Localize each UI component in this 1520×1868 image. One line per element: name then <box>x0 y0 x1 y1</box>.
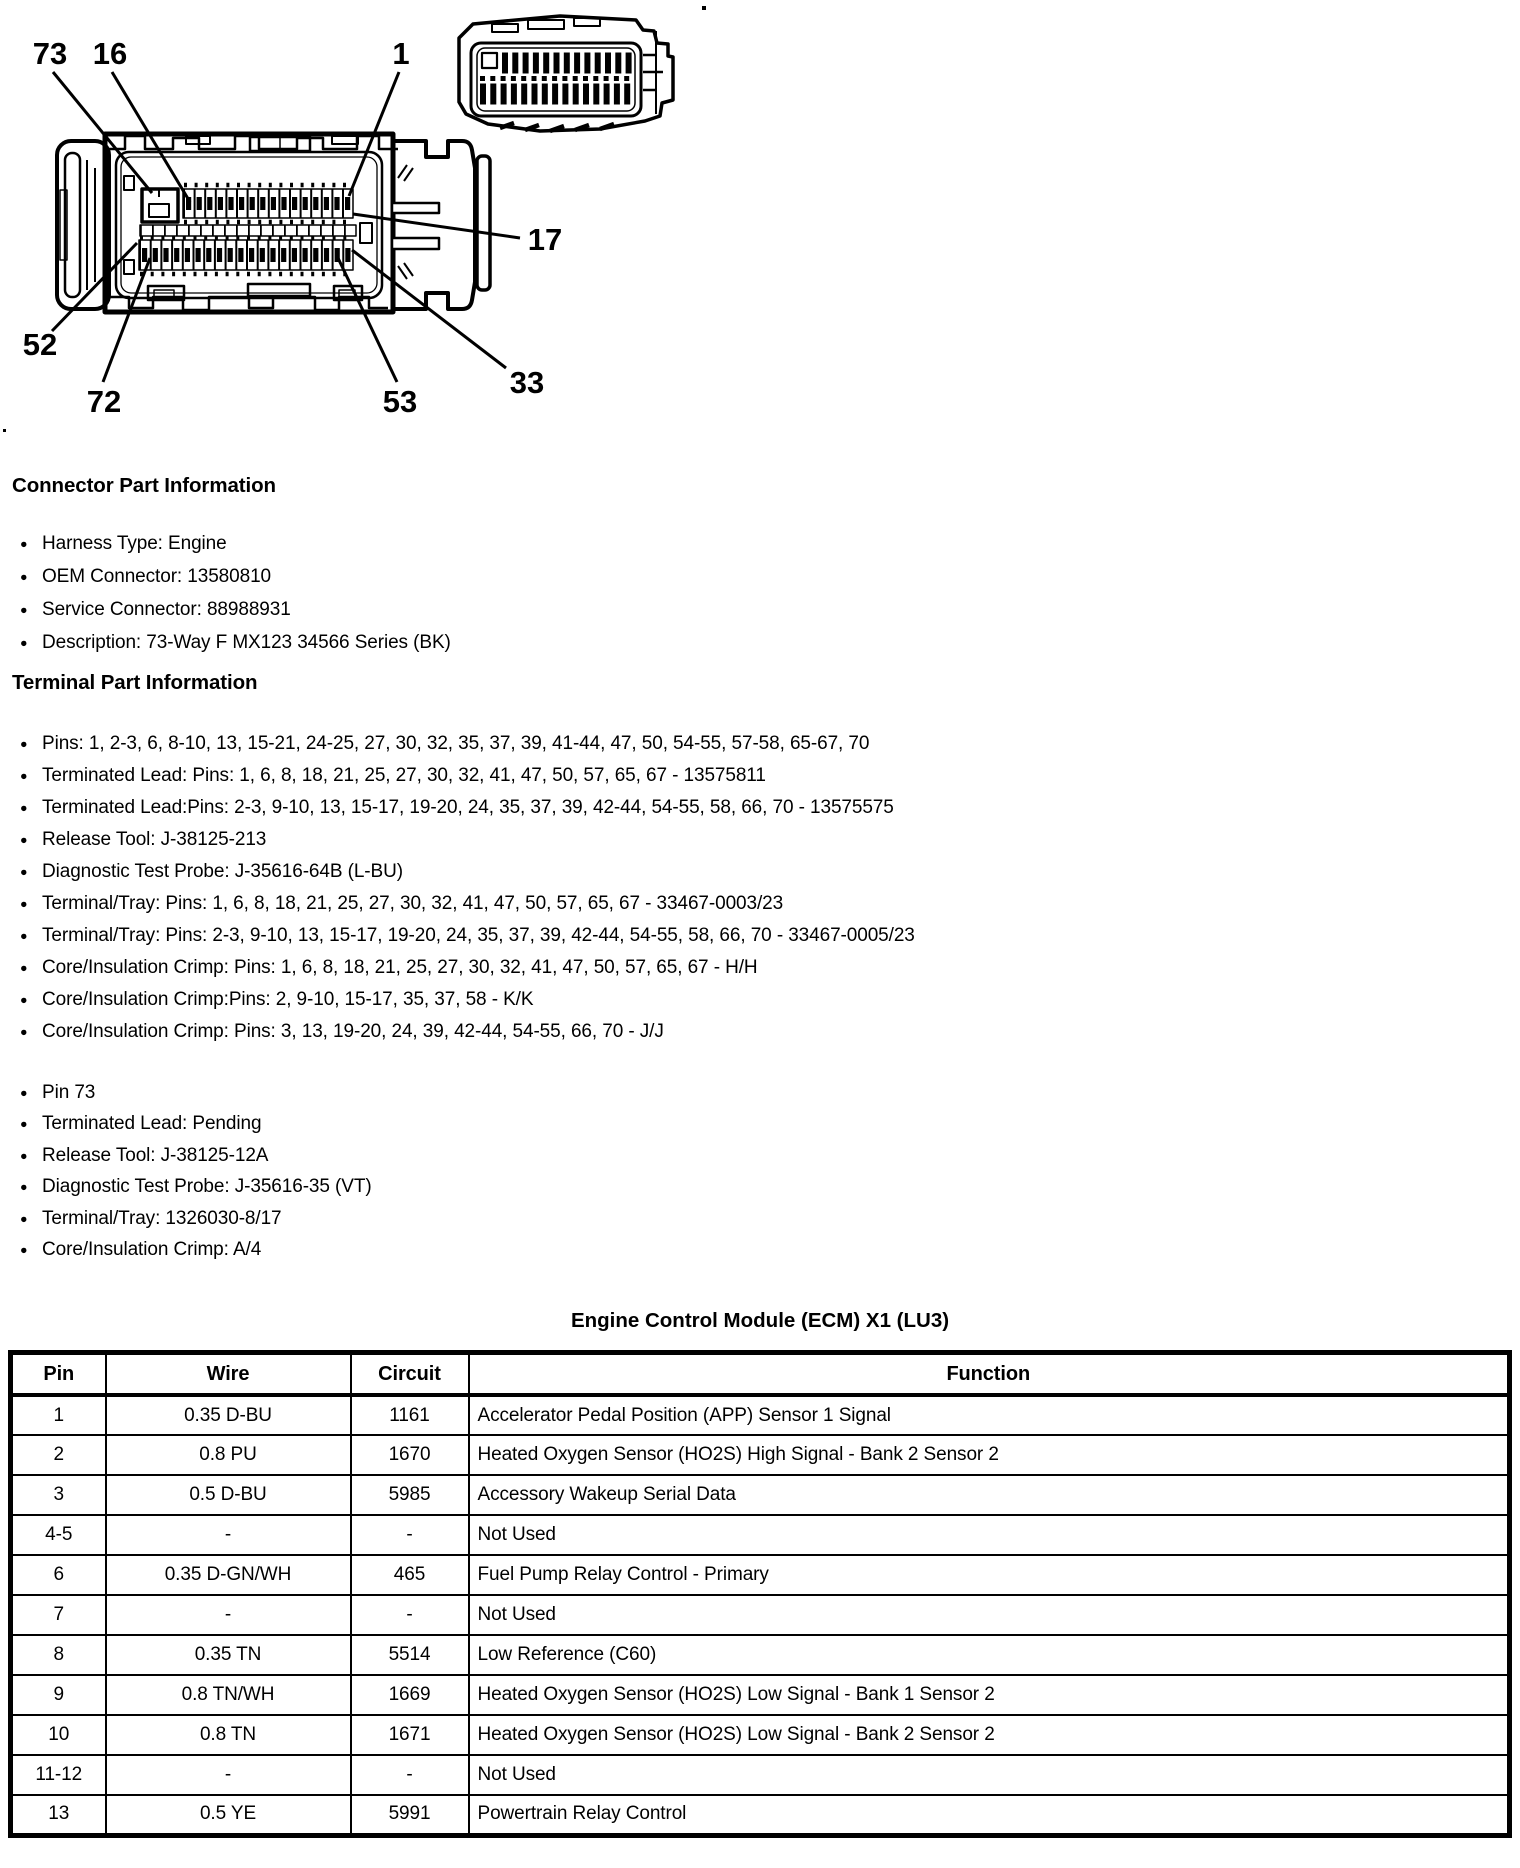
pin-cell: 4-5 <box>11 1515 106 1555</box>
bullet-icon: ● <box>20 1148 28 1163</box>
pin-cell: 9 <box>11 1675 106 1715</box>
terminal-info-list-pin73 <box>20 1077 372 1266</box>
wire-cell: - <box>106 1755 351 1795</box>
callout-label: 72 <box>86 384 122 419</box>
wire-cell: 0.35 D-BU <box>106 1395 351 1435</box>
list-item <box>20 1077 372 1109</box>
bullet-icon: ● <box>20 1243 28 1258</box>
list-item <box>20 888 915 920</box>
list-item <box>20 824 915 856</box>
column-header-circuit: Circuit <box>351 1353 469 1396</box>
list-item <box>20 527 451 560</box>
callout-label: 73 <box>32 36 68 71</box>
list-item-text: Terminal/Tray: Pins: 2-3, 9-10, 13, 15-17, 19-20, 24, 35, 37, 39, 42-44, 54-55, 58, 66, 70 - 33467-0005/23 <box>42 925 915 946</box>
circuit-cell: 5514 <box>351 1635 469 1675</box>
function-cell: Heated Oxygen Sensor (HO2S) Low Signal - Bank 2 Sensor 2 <box>469 1715 1510 1755</box>
list-item <box>20 1235 372 1267</box>
function-cell: Low Reference (C60) <box>469 1635 1510 1675</box>
list-item-text: Diagnostic Test Probe: J-35616-64B (L-BU) <box>42 861 403 882</box>
list-item-text: Terminal/Tray: 1326030-8/17 <box>42 1207 282 1229</box>
table-row <box>11 1395 1510 1435</box>
table-row <box>11 1595 1510 1635</box>
circuit-cell: 1670 <box>351 1435 469 1475</box>
wire-cell: - <box>106 1595 351 1635</box>
list-item <box>20 920 915 952</box>
bullet-icon: ● <box>20 569 28 584</box>
bullet-icon: ● <box>20 536 28 551</box>
circuit-cell: 5991 <box>351 1795 469 1835</box>
function-cell: Accessory Wakeup Serial Data <box>469 1475 1510 1515</box>
list-item-text: OEM Connector: 13580810 <box>42 565 272 587</box>
list-item-text: Core/Insulation Crimp: Pins: 1, 6, 8, 18, 21, 25, 27, 30, 32, 41, 47, 50, 57, 65, 67 - H/H <box>42 957 758 978</box>
bullet-icon: ● <box>20 897 28 911</box>
list-item-text: Core/Insulation Crimp: A/4 <box>42 1239 262 1261</box>
scan-speck <box>702 6 706 10</box>
callout-label: 52 <box>22 327 58 362</box>
function-cell: Accelerator Pedal Position (APP) Sensor 1 Signal <box>469 1395 1510 1435</box>
table-row <box>11 1795 1510 1835</box>
wire-cell: 0.5 YE <box>106 1795 351 1835</box>
bullet-icon: ● <box>20 1180 28 1195</box>
list-item <box>20 626 451 659</box>
list-item <box>20 1016 915 1048</box>
circuit-cell: - <box>351 1755 469 1795</box>
table-row <box>11 1515 1510 1555</box>
column-header-wire: Wire <box>106 1353 351 1396</box>
list-item-text: Core/Insulation Crimp:Pins: 2, 9-10, 15-17, 35, 37, 58 - K/K <box>42 989 534 1010</box>
terminal-info-list-primary <box>20 728 915 1048</box>
table-row <box>11 1635 1510 1675</box>
scan-speck <box>3 429 6 432</box>
section-heading-connector-part: Connector Part Information <box>12 474 276 497</box>
list-item-text: Terminated Lead: Pending <box>42 1113 262 1135</box>
wire-cell: 0.35 D-GN/WH <box>106 1555 351 1595</box>
list-item <box>20 1109 372 1141</box>
list-item-text: Pins: 1, 2-3, 6, 8-10, 13, 15-21, 24-25, 27, 30, 32, 35, 37, 39, 41-44, 47, 50, 54-55, 57-58, 65-67, 70 <box>42 733 870 754</box>
pin-cell: 8 <box>11 1635 106 1675</box>
list-item-text: Core/Insulation Crimp: Pins: 3, 13, 19-20, 24, 39, 42-44, 54-55, 66, 70 - J/J <box>42 1021 664 1042</box>
bullet-icon: ● <box>20 737 28 751</box>
function-cell: Heated Oxygen Sensor (HO2S) Low Signal - Bank 1 Sensor 2 <box>469 1675 1510 1715</box>
column-header-function: Function <box>469 1353 1510 1396</box>
pin-cell: 1 <box>11 1395 106 1435</box>
table-row <box>11 1555 1510 1595</box>
function-cell: Powertrain Relay Control <box>469 1795 1510 1835</box>
list-item-text: Diagnostic Test Probe: J-35616-35 (VT) <box>42 1176 372 1198</box>
connector-diagram <box>0 0 1520 470</box>
list-item-text: Release Tool: J-38125-12A <box>42 1144 269 1166</box>
table-row <box>11 1755 1510 1795</box>
list-item <box>20 760 915 792</box>
bullet-icon: ● <box>20 1085 28 1100</box>
callout-label: 17 <box>527 222 563 257</box>
callout-label: 16 <box>92 36 128 71</box>
table-row <box>11 1475 1510 1515</box>
wire-cell: 0.35 TN <box>106 1635 351 1675</box>
list-item-text: Release Tool: J-38125-213 <box>42 829 267 850</box>
circuit-cell: 1669 <box>351 1675 469 1715</box>
wire-cell: 0.5 D-BU <box>106 1475 351 1515</box>
pin-cell: 7 <box>11 1595 106 1635</box>
table-row <box>11 1435 1510 1475</box>
bullet-icon: ● <box>20 1025 28 1039</box>
list-item <box>20 984 915 1016</box>
bullet-icon: ● <box>20 961 28 975</box>
pin-cell: 11-12 <box>11 1755 106 1795</box>
list-item-text: Harness Type: Engine <box>42 532 227 554</box>
pin-cell: 10 <box>11 1715 106 1755</box>
wire-cell: - <box>106 1515 351 1555</box>
list-item <box>20 1203 372 1235</box>
list-item <box>20 792 915 824</box>
pin-cell: 13 <box>11 1795 106 1835</box>
connector-3d-view <box>459 16 673 131</box>
ecm-pinout-table <box>8 1350 1512 1838</box>
pin-cell: 2 <box>11 1435 106 1475</box>
wire-cell: 0.8 TN/WH <box>106 1675 351 1715</box>
connector-info-list <box>20 527 451 659</box>
list-item-text: Terminated Lead: Pins: 1, 6, 8, 18, 21, 25, 27, 30, 32, 41, 47, 50, 57, 65, 67 - 13575811 <box>42 765 766 786</box>
bullet-icon: ● <box>20 833 28 847</box>
bullet-icon: ● <box>20 865 28 879</box>
bullet-icon: ● <box>20 993 28 1007</box>
list-item <box>20 1140 372 1172</box>
table-title: Engine Control Module (ECM) X1 (LU3) <box>570 1309 950 1332</box>
bullet-icon: ● <box>20 1117 28 1132</box>
bullet-icon: ● <box>20 929 28 943</box>
bullet-icon: ● <box>20 801 28 815</box>
list-item <box>20 728 915 760</box>
list-item <box>20 593 451 626</box>
bullet-icon: ● <box>20 635 28 650</box>
function-cell: Heated Oxygen Sensor (HO2S) High Signal - Bank 2 Sensor 2 <box>469 1435 1510 1475</box>
bullet-icon: ● <box>20 769 28 783</box>
function-cell: Fuel Pump Relay Control - Primary <box>469 1555 1510 1595</box>
bullet-icon: ● <box>20 602 28 617</box>
function-cell: Not Used <box>469 1515 1510 1555</box>
section-heading-terminal-part: Terminal Part Information <box>12 671 258 694</box>
column-header-pin: Pin <box>11 1353 106 1396</box>
table-row <box>11 1715 1510 1755</box>
circuit-cell: - <box>351 1515 469 1555</box>
function-cell: Not Used <box>469 1755 1510 1795</box>
circuit-cell: 1161 <box>351 1395 469 1435</box>
callout-leader-lines <box>52 72 520 382</box>
list-item <box>20 560 451 593</box>
table-row <box>11 1675 1510 1715</box>
pin-cell: 6 <box>11 1555 106 1595</box>
wire-cell: 0.8 PU <box>106 1435 351 1475</box>
list-item <box>20 952 915 984</box>
callout-label: 53 <box>382 384 418 419</box>
circuit-cell: 5985 <box>351 1475 469 1515</box>
bullet-icon: ● <box>20 1211 28 1226</box>
list-item-text: Description: 73-Way F MX123 34566 Series (BK) <box>42 631 451 653</box>
pin-cell: 3 <box>11 1475 106 1515</box>
circuit-cell: - <box>351 1595 469 1635</box>
list-item-text: Terminal/Tray: Pins: 1, 6, 8, 18, 21, 25, 27, 30, 32, 41, 47, 50, 57, 65, 67 - 33467-0003/23 <box>42 893 784 914</box>
list-item <box>20 856 915 888</box>
list-item-text: Pin 73 <box>42 1081 96 1103</box>
callout-label: 1 <box>392 36 410 71</box>
callout-label: 33 <box>509 365 545 400</box>
circuit-cell: 1671 <box>351 1715 469 1755</box>
list-item-text: Service Connector: 88988931 <box>42 598 291 620</box>
wire-cell: 0.8 TN <box>106 1715 351 1755</box>
function-cell: Not Used <box>469 1595 1510 1635</box>
list-item-text: Terminated Lead:Pins: 2-3, 9-10, 13, 15-17, 19-20, 24, 35, 37, 39, 42-44, 54-55, 58, 66, 70 - 13575575 <box>42 797 894 818</box>
circuit-cell: 465 <box>351 1555 469 1595</box>
list-item <box>20 1172 372 1204</box>
table-header-row <box>11 1353 1510 1396</box>
